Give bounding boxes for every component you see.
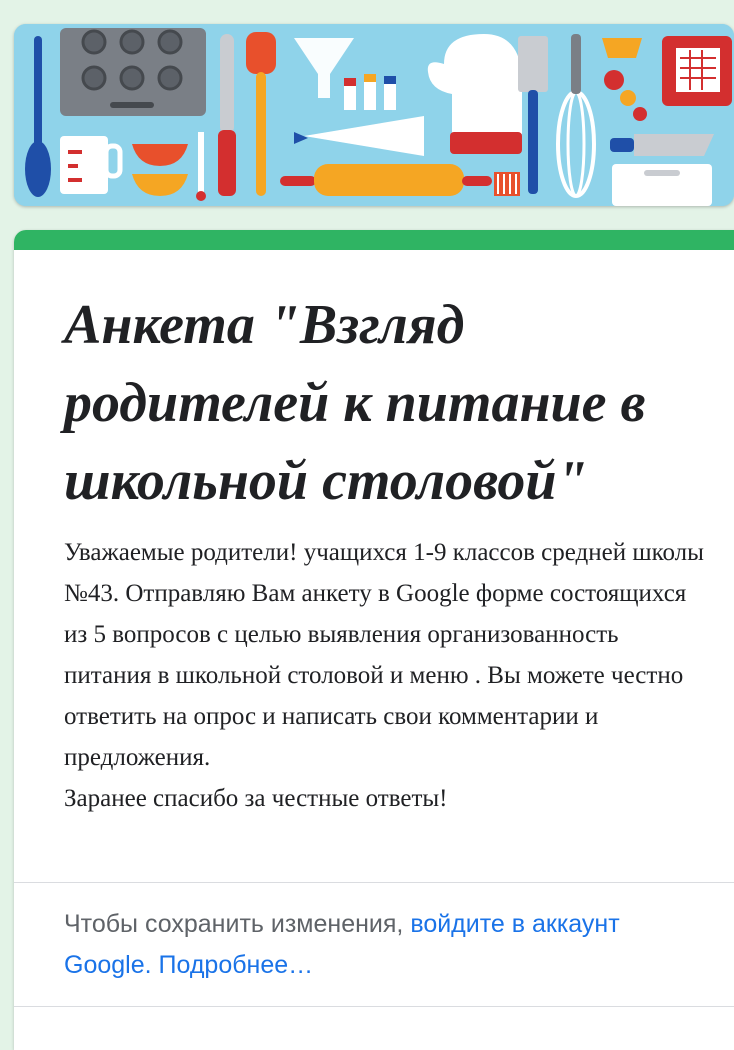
muffin-tray-icon <box>60 28 206 116</box>
spice-bottles-icon <box>344 74 396 110</box>
signin-notice <box>64 904 704 986</box>
description-thanks: Заранее спасибо за честные ответы! <box>64 785 448 812</box>
card-accent-bar <box>14 230 734 250</box>
divider <box>14 1006 734 1007</box>
knife-icon <box>218 34 236 196</box>
description-paragraph: Уважаемые родители! учащихся 1-9 классов средней школы №43. Отправляю Вам анкету в Google форме состоящихся из 5 вопросов с целью выявления организованность питания в школьной столовой и меню . Вы можете честно ответить на опрос и написать свои комментарии и предложения. <box>64 539 704 771</box>
header-banner <box>14 24 734 206</box>
kitchen-utensils-illustration <box>14 24 734 206</box>
divider <box>14 882 734 883</box>
signin-link[interactable]: войдите в аккаунт Google. <box>64 910 620 979</box>
learn-more-link[interactable]: Подробнее… <box>158 951 314 979</box>
grater-icon <box>662 36 732 106</box>
form-title: Анкета "Взгляд родителей к питание в школьной столовой" <box>64 294 646 512</box>
form-description <box>64 532 704 819</box>
tray-icon <box>612 164 712 206</box>
cupcake-liner-icon <box>602 38 642 58</box>
brush-icon <box>494 172 520 196</box>
form-header-card <box>14 230 734 1050</box>
signin-text: Чтобы сохранить изменения, <box>64 910 404 938</box>
